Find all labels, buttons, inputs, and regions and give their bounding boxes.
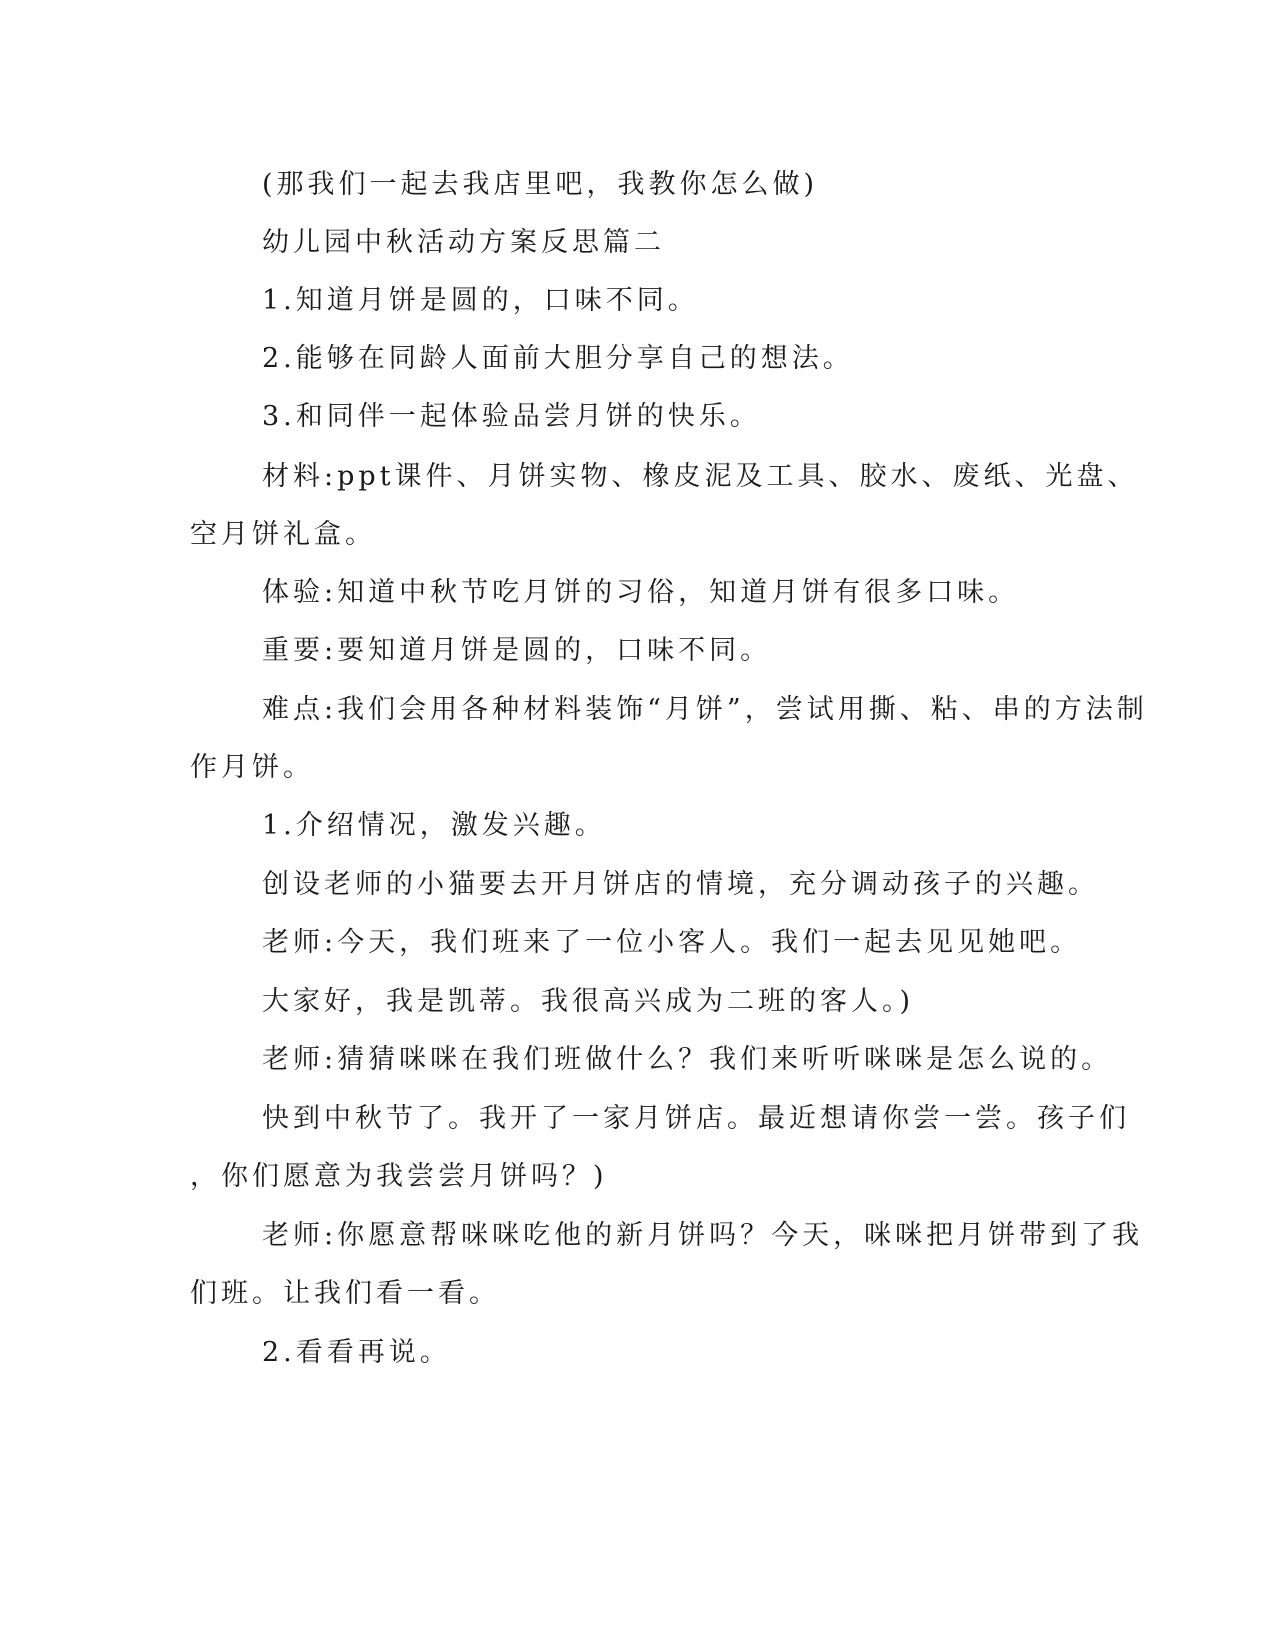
dialogue-line: 快到中秋节了。我开了一家月饼店。最近想请你尝一尝。孩子们	[262, 1103, 1130, 1134]
goal-item: 3.和同伴一起体验品尝月饼的快乐。	[262, 401, 761, 432]
dialogue-line: 大家好，我是凯蒂。我很高兴成为二班的客人。)	[262, 986, 915, 1017]
step-heading: 2.看看再说。	[262, 1337, 451, 1368]
dialogue-line: 老师:你愿意帮咪咪吃他的新月饼吗？今天，咪咪把月饼带到了我	[262, 1220, 1144, 1251]
dialogue-line-continued: ，你们愿意为我尝尝月饼吗？)	[190, 1161, 608, 1192]
dialogue-line: 老师:猜猜咪咪在我们班做什么？我们来听听咪咪是怎么说的。	[262, 1044, 1113, 1075]
dialogue-line: 老师:今天，我们班来了一位小客人。我们一起去见见她吧。	[262, 927, 1082, 958]
paragraph-line: 创设老师的小猫要去开月饼店的情境，充分调动孩子的兴趣。	[262, 869, 1099, 900]
goal-item: 2.能够在同龄人面前大胆分享自己的想法。	[262, 343, 854, 374]
paragraph-line: (那我们一起去我店里吧，我教你怎么做)	[262, 169, 819, 200]
difficulty-line: 难点:我们会用各种材料装饰“月饼”，尝试用撕、粘、串的方法制	[262, 694, 1148, 725]
step-heading: 1.介绍情况，激发兴趣。	[262, 810, 606, 841]
key-point-line: 重要:要知道月饼是圆的，口味不同。	[262, 635, 772, 666]
experience-line: 体验:知道中秋节吃月饼的习俗，知道月饼有很多口味。	[262, 577, 1020, 608]
goal-item: 1.知道月饼是圆的，口味不同。	[262, 285, 699, 316]
materials-line: 材料:ppt课件、月饼实物、橡皮泥及工具、胶水、废纸、光盘、	[262, 461, 1139, 492]
difficulty-line-continued: 作月饼。	[190, 752, 314, 783]
section-heading: 幼儿园中秋活动方案反思篇二	[262, 227, 665, 258]
dialogue-line-continued: 们班。让我们看一看。	[190, 1278, 500, 1309]
materials-line-continued: 空月饼礼盒。	[190, 519, 376, 550]
